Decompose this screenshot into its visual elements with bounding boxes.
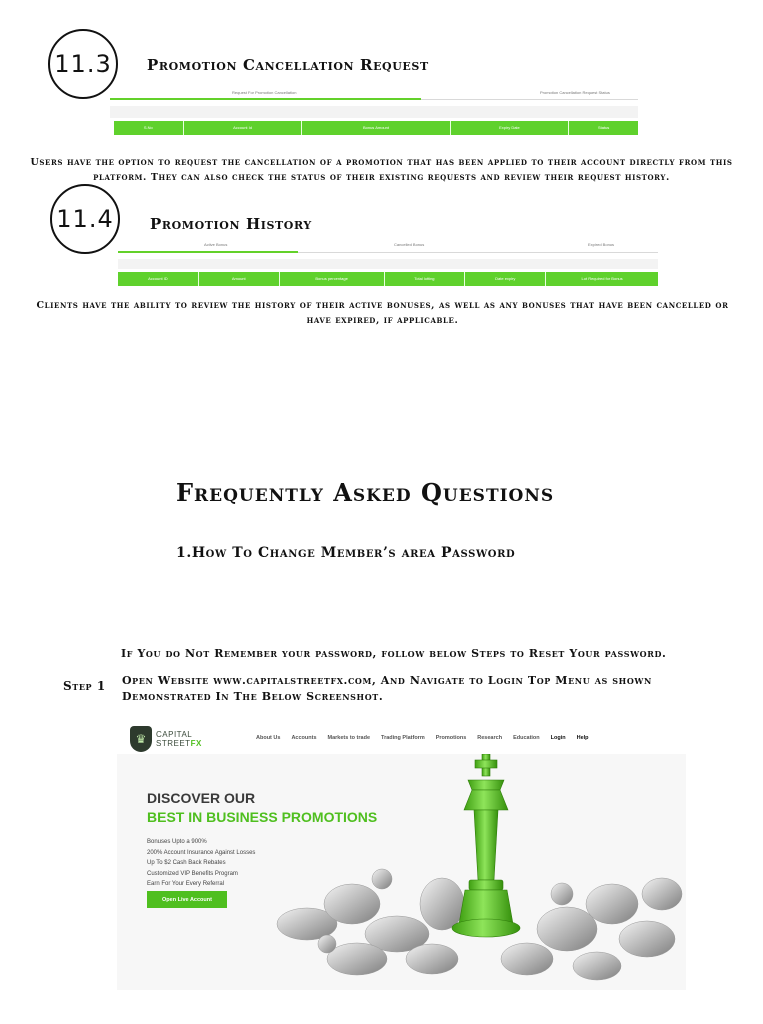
column-header: Account Id [184,121,303,135]
benefit-item: 200% Account Insurance Against Losses [147,849,256,856]
history-table-header [118,272,658,286]
benefit-item: Bonuses Upto a 900% [147,839,207,845]
column-header: Date expiry [465,272,546,286]
filter-band [110,106,638,118]
benefit-item: Earn For Your Every Referral [147,881,225,887]
site-logo[interactable] [130,726,202,752]
logo-fx: FX [190,739,202,748]
nav-item-accounts[interactable]: Accounts [291,735,317,741]
column-header: Bonus percentage [280,272,385,286]
hero-banner [117,754,686,990]
filter-band [118,259,658,269]
logo-text [156,730,202,748]
column-header: Bonus Amount [302,121,450,135]
benefit-item: Customized VIP Benefits Program [147,870,238,877]
tab-cancelled-bonus[interactable]: Cancelled Bonus [394,242,425,247]
logo-line: CAPITAL [156,730,193,739]
step-text: Demonstrated In The Below Screenshot. [122,690,384,703]
section-title: Promotion History [150,215,312,233]
faq-question: 1.How To Change Member’s area Password [176,545,516,561]
hero-benefits-list [147,837,255,890]
history-tabs [118,242,658,250]
column-header: Status [597,125,610,130]
lion-logo-icon: ♛ [130,726,152,752]
column-header: Expiry Date [451,121,570,135]
column-header: Amount [199,272,280,286]
step-text: Open Website www.capitalstreetfx.com, And Navigate to Login Top Menu as shown [122,674,652,687]
logo-street: STREET [156,739,191,748]
nav-item-promotions[interactable]: Promotions [435,735,467,741]
column-header: Account ID [118,272,199,286]
cancellation-tabs [110,90,638,98]
nav-item-login[interactable]: Login [550,735,566,741]
nav-item-trading-platform[interactable]: Trading Platform [381,735,425,741]
tab-request-status[interactable]: Promotion Cancellation Request Status [540,90,610,95]
chess-pieces-illustration [267,754,686,990]
nav-item-about-us[interactable]: About Us [256,735,281,741]
active-tab-indicator [110,98,421,100]
hero-heading-line1: DISCOVER OUR [147,790,256,806]
column-header: S.No [114,121,184,135]
hero-heading-line2: BEST IN BUSINESS PROMOTIONS [147,809,378,825]
nav-item-education[interactable]: Education [513,735,540,741]
benefit-item: Up To $2 Cash Back Rebates [147,860,226,866]
tab-expired-bonus[interactable]: Expired Bonus [588,242,615,247]
section-number-badge: 11.4 [50,184,120,254]
open-live-account-button[interactable]: Open Live Account [147,891,227,908]
active-tab-indicator [118,251,298,253]
nav-item-research[interactable]: Research [477,735,503,741]
cancellation-table-header [114,121,638,135]
section-description: Clients have the ability to review the history of their active bonuses, as well as any bonuses that have been cancelled or have expired, if applicable. [36,300,729,326]
faq-heading: Frequently Asked Questions [176,478,555,507]
nav-item-markets[interactable]: Markets to trade [327,735,371,741]
section-description: Users have the option to request the cancellation of a promotion that has been applied to their account directly from this platform. They can also check the status of their existing requests and review their request history. [30,157,733,183]
site-nav [256,735,589,741]
column-header: Lot Required for Bonus [581,276,623,281]
logo-line [156,739,202,748]
step-label: Step 1 [63,679,106,693]
section-title: Promotion Cancellation Request [147,56,429,74]
tab-request-cancellation[interactable]: Request For Promotion Cancellation [232,90,297,95]
column-header: Total lotting [385,272,466,286]
section-number-badge: 11.3 [48,29,118,99]
faq-intro: If You do Not Remember your password, follow below Steps to Reset Your password. [121,647,667,660]
nav-item-help[interactable]: Help [576,735,589,741]
tab-active-bonus[interactable]: Active Bonus [204,242,228,247]
website-screenshot [117,716,686,990]
